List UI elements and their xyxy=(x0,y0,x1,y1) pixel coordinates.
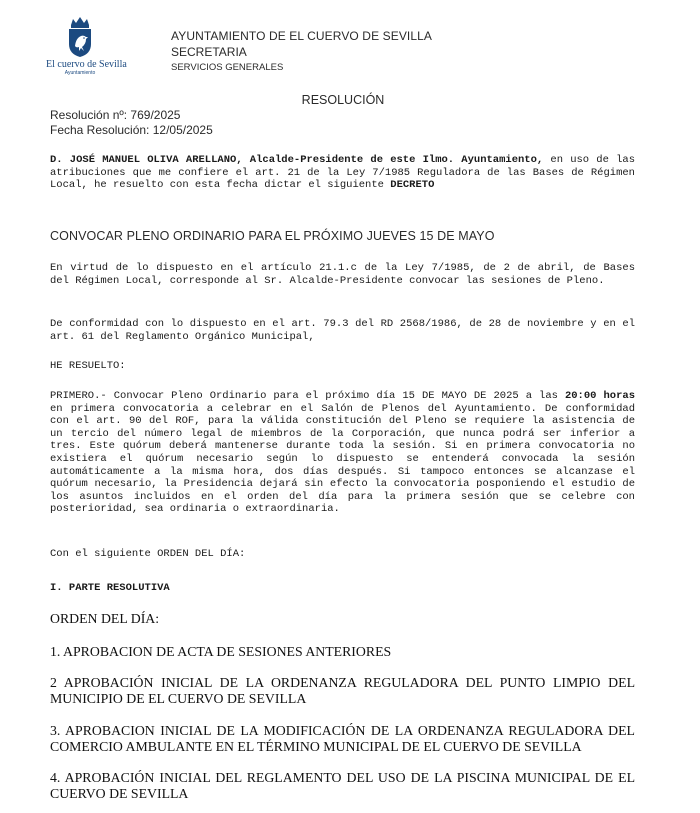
he-resuelto-label: HE RESUELTO: xyxy=(50,360,126,372)
resolution-subject: CONVOCAR PLENO ORDINARIO PARA EL PRÓXIMO JUEVES 15 DE MAYO xyxy=(50,229,495,243)
agenda-item-2: 2 APROBACIÓN INICIAL DE LA ORDENANZA REGULADORA DEL PUNTO LIMPIO DEL MUNICIPIO DE EL CUERVO DE SEVILLA xyxy=(50,675,635,706)
orden-intro: Con el siguiente ORDEN DEL DÍA: xyxy=(50,548,246,560)
orden-del-dia-title: ORDEN DEL DÍA: xyxy=(50,611,160,626)
agenda-item-1: 1. APROBACION DE ACTA DE SESIONES ANTERIORES xyxy=(50,644,392,659)
logo-subtitle: Ayuntamiento xyxy=(64,70,96,76)
primero-paragraph xyxy=(50,390,635,516)
primero-time: 20:00 horas xyxy=(564,390,635,402)
paragraph-legal-basis: En virtud de lo dispuesto en el artículo 21.1.c de la Ley 7/1985, de 2 de abril, de Bases del Régimen Local, corresponde al Sr. Alcalde-Presidente convocar las sesiones de Pleno. xyxy=(50,262,635,287)
intro-text: en uso de las atribuciones que me confiere el art. 21 de la Ley 7/1985 Reguladora de las Bases de Régimen Local, he resuelto con esta fecha dictar el siguiente xyxy=(50,154,636,192)
paragraph-conformity: De conformidad con lo dispuesto en el art. 79.3 del RD 2568/1986, de 28 de noviembre y en el art. 61 del Reglamento Orgánico Municipal, xyxy=(50,318,635,343)
municipal-logo xyxy=(46,16,127,82)
org-service: SERVICIOS GENERALES xyxy=(171,62,284,73)
resolution-meta xyxy=(50,108,213,138)
org-name: AYUNTAMIENTO DE EL CUERVO DE SEVILLA xyxy=(171,29,433,43)
intro-paragraph xyxy=(50,154,635,192)
resolution-date: Fecha Resolución: 12/05/2025 xyxy=(50,123,213,137)
crest-icon xyxy=(65,16,95,58)
agenda-item-4: 4. APROBACIÓN INICIAL DEL REGLAMENTO DEL USO DE LA PISCINA MUNICIPAL DE EL CUERVO DE SEVILLA xyxy=(50,770,635,801)
org-department: SECRETARIA xyxy=(171,45,247,59)
logo-name: El cuervo de Sevilla xyxy=(46,59,127,70)
organization-block xyxy=(171,28,432,75)
resolution-number: Resolución nº: 769/2025 xyxy=(50,108,181,122)
document-type: RESOLUCIÓN xyxy=(301,93,385,107)
parte-resolutiva-text: I. PARTE RESOLUTIVA xyxy=(50,582,170,594)
primero-after: en primera convocatoria a celebrar en el Salón de Plenos del Ayuntamiento. De conformidad con el art. 90 del ROF, para la válida constitución del Pleno se requiere la asistencia de un tercio del número legal de miembros de la Corporación, que nunca podrá ser inferior a tres. Este quórum deberá mantenerse durante toda la sesión. Si en primera convocatoria no existiera el quórum necesario según lo dispuesto se entenderá convocada la sesión automáticamente a la misma hora, dos días después. Si tampoco entonces se alcanzase el quórum necesario, la Presidencia dejará sin efecto la convocatoria posponiendo el estudio de los asuntos incluidos en el orden del día para la primera sesión que se celebre con posterioridad, sea ordinaria o extraordinaria. xyxy=(50,402,635,516)
primero-before: PRIMERO.- Convocar Pleno Ordinario para el próximo día 15 DE MAYO DE 2025 a las xyxy=(50,390,565,402)
parte-resolutiva-heading xyxy=(50,582,635,595)
decreto-label: DECRETO xyxy=(390,179,435,192)
mayor-name: D. JOSÉ MANUEL OLIVA ARELLANO, Alcalde-Presidente de este Ilmo. Ayuntamiento, xyxy=(50,154,544,166)
agenda-item-3: 3. APROBACION INICIAL DE LA MODIFICACIÓN DE LA ORDENANZA REGULADORA DEL COMERCIO AMBULANTE EN EL TÉRMINO MUNICIPAL DE EL CUERVO DE SEVILLA xyxy=(50,723,635,754)
